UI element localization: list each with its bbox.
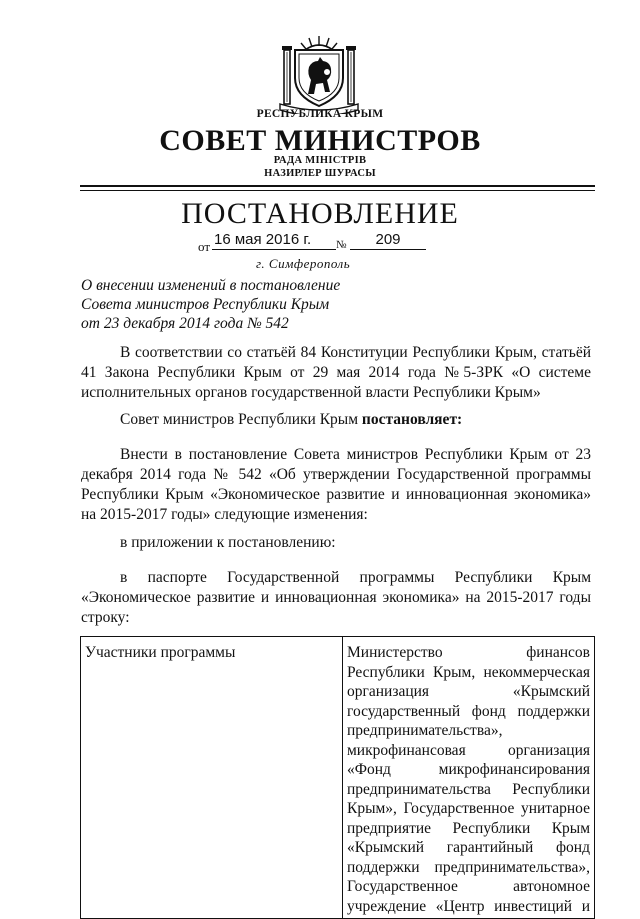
header-divider-thin bbox=[80, 190, 595, 191]
table-cell-value: Министерство финансов Республики Крым, некоммерческая организация «Крымский государственный фонд поддержки предпринимательства», микрофинансовая организация «Фонд микрофинансирования предпринимательства Республики Крым», Государственное унитарное предприятие Республики Крым «Крымский гарантийный фонд поддержки предпринимательства», Государственное автономное учреждение «Центр инвестиций и bbox=[343, 637, 595, 919]
body-paragraph-5: в паспорте Государственной программы Республики Крым «Экономическое развитие и инновационная экономика» на 2015-2017 годы строку: bbox=[81, 569, 591, 626]
rada-heading: РАДА МІНІСТРІВ bbox=[273, 155, 367, 166]
table-cell-label: Участники программы bbox=[81, 637, 343, 919]
document-city: г. Симферополь bbox=[256, 256, 351, 271]
council-heading: СОВЕТ МИНИСТРОВ bbox=[159, 124, 481, 157]
program-passport-table bbox=[80, 636, 595, 919]
crimea-coat-of-arms-icon bbox=[278, 34, 360, 114]
amendment-title-line: О внесении изменений в постановление bbox=[81, 277, 341, 294]
document-number: 209 bbox=[350, 231, 426, 250]
number-prefix: № bbox=[336, 239, 347, 251]
date-prefix: от bbox=[198, 239, 211, 254]
republic-heading: РЕСПУБЛИКА КРЫМ bbox=[256, 108, 384, 120]
date-number-line bbox=[198, 229, 438, 253]
document-date: 16 мая 2016 г. bbox=[212, 231, 336, 250]
header-divider-thick bbox=[80, 185, 595, 187]
amendment-title-line: Совета министров Республики Крым bbox=[81, 296, 330, 313]
amendment-title-line: от 23 декабря 2014 года № 542 bbox=[81, 315, 289, 332]
body-paragraph-2-text: Совет министров Республики Крым bbox=[120, 411, 362, 428]
body-paragraph-2 bbox=[81, 410, 591, 430]
resolves-keyword: постановляет: bbox=[361, 411, 463, 428]
nazirler-heading: НАЗИРЛЕР ШУРАСЫ bbox=[264, 168, 376, 179]
amendment-title bbox=[81, 276, 340, 333]
body-paragraph-1: В соответствии со статьёй 84 Конституции Республики Крым, статьёй 41 Закона Республики Крым от 29 мая 2014 года №5-ЗРК «О системе исполнительных органов государственной власти Республики Крым» bbox=[81, 344, 591, 401]
body-paragraph-4: в приложении к постановлению: bbox=[120, 534, 336, 551]
body-paragraph-3: Внести в постановление Совета министров Республики Крым от 23 декабря 2014 года № 542 «Об утверждении Государственной программы Республики Крым «Экономическое развитие и инновационная экономика» на 2015-2017 годы» следующие изменения: bbox=[81, 446, 591, 523]
table-row bbox=[81, 637, 595, 919]
document-type: ПОСТАНОВЛЕНИЕ bbox=[181, 197, 459, 230]
